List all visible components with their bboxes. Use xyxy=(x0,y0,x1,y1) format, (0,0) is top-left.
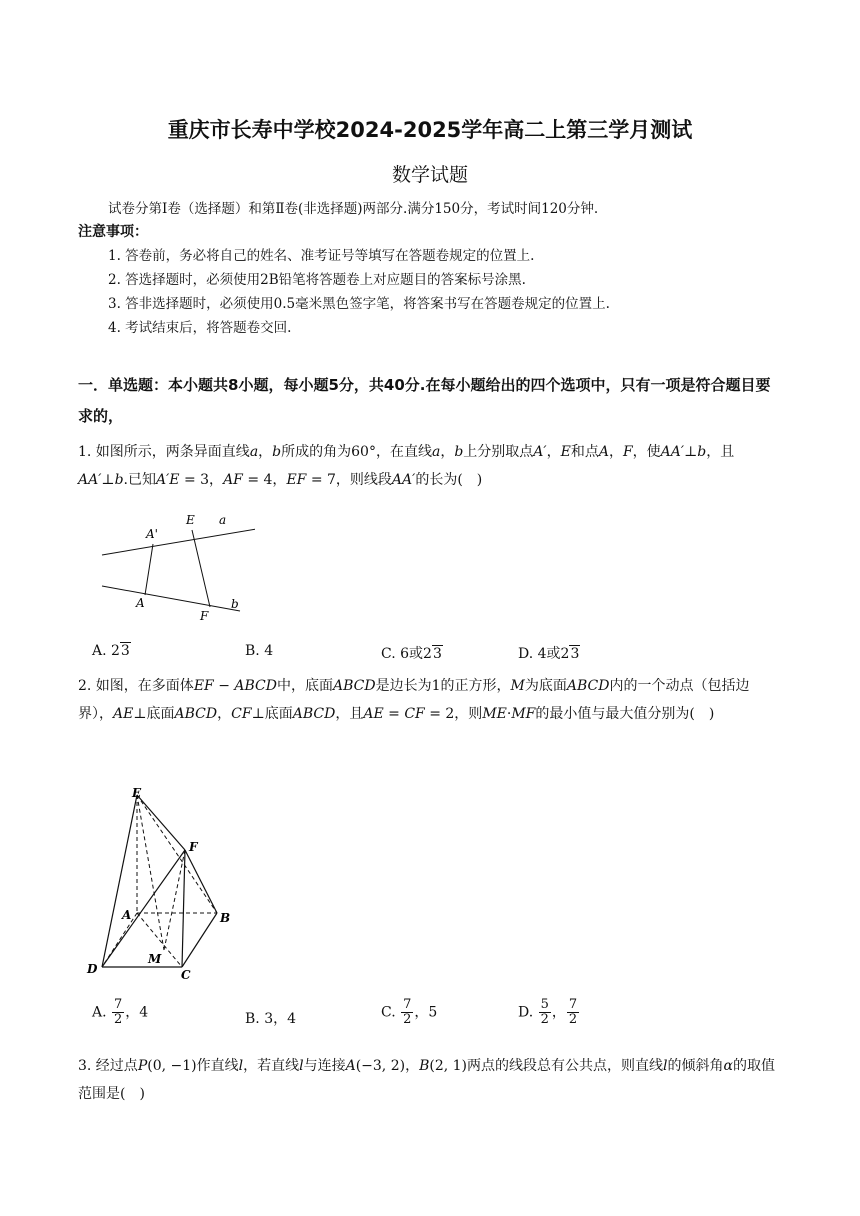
label-A: A xyxy=(122,908,132,922)
label-M: M xyxy=(148,952,162,966)
label-A: A xyxy=(136,596,145,610)
q1-option-d[interactable]: D. 4或23 xyxy=(518,646,580,662)
q1-option-c[interactable]: C. 6或23 xyxy=(381,646,442,662)
section-heading: 一．单选题：本小题共8小题，每小题5分，共40分.在每小题给出的四个选项中，只有一项是符合题目要求的， xyxy=(78,376,771,425)
label-E: E xyxy=(132,786,142,800)
q2-option-a[interactable]: A. $\frac{7}{2}$ ，4 xyxy=(92,997,149,1027)
exam-intro: 试卷分第Ⅰ卷（选择题）和第Ⅱ卷(非选择题)两部分.满分150分，考试时间120分钟. xyxy=(108,201,599,217)
figure-polyhedron xyxy=(82,783,242,983)
label-C: C xyxy=(181,968,191,982)
question-2: 2. 如图，在多面体EF − ABCD中，底面ABCD是边长为1的正方形，M为底面ABCD内的一个动点（包括边界），AE⊥底面ABCD，CF⊥底面ABCD，且AE = CF = 2，则ME·MF的最小值与最大值分别为( ) xyxy=(78,678,750,722)
exam-subtitle: 数学试题 xyxy=(391,164,468,186)
label-F: F xyxy=(189,840,198,854)
label-a: a xyxy=(219,513,227,527)
notice-item: 3. 答非选择题时，必须使用0.5毫米黑色签字笔，将答案书写在答题卷规定的位置上. xyxy=(108,296,610,312)
q1-option-b[interactable]: B. 4 xyxy=(245,643,274,659)
question-1: 1. 如图所示，两条异面直线a，b所成的角为60°，在直线a，b上分别取点A′，E和点A，F，使AA′⊥b，且AA′⊥b.已知A′E = 3，AF = 4，EF = 7，则线段AA′的长为( ) xyxy=(78,444,735,488)
label-A-prime: A' xyxy=(146,527,158,541)
notice-item: 4. 考试结束后，将答题卷交回. xyxy=(108,320,292,336)
label-b: b xyxy=(231,597,239,611)
label-B: B xyxy=(220,911,231,925)
label-D: D xyxy=(87,962,98,976)
label-F: F xyxy=(200,609,209,623)
notice-heading: 注意事项： xyxy=(78,224,148,240)
notice-item: 2. 答选择题时，必须使用2B铅笔将答题卷上对应题目的答案标号涂黑. xyxy=(108,272,526,288)
q2-option-d[interactable]: D. $\frac{5}{2}$ ， $\frac{7}{2}$ xyxy=(518,997,578,1027)
label-E: E xyxy=(186,513,195,527)
notice-item: 1. 答卷前，务必将自己的姓名、准考证号等填写在答题卷规定的位置上. xyxy=(108,248,535,264)
figure-skew-lines xyxy=(95,510,255,625)
q2-option-b[interactable]: B. 3，4 xyxy=(245,1011,297,1027)
q2-option-c[interactable]: C. $\frac{7}{2}$ ，5 xyxy=(381,997,438,1027)
exam-title: 重庆市长寿中学校2024-2025学年高二上第三学月测试 xyxy=(167,118,693,142)
question-3: 3. 经过点P(0, −1)作直线l，若直线l与连接A(−3, 2)，B(2, 1)两点的线段总有公共点，则直线l的倾斜角α的取值范围是( ) xyxy=(78,1058,775,1102)
q1-option-a[interactable]: A. 23 xyxy=(92,643,130,659)
